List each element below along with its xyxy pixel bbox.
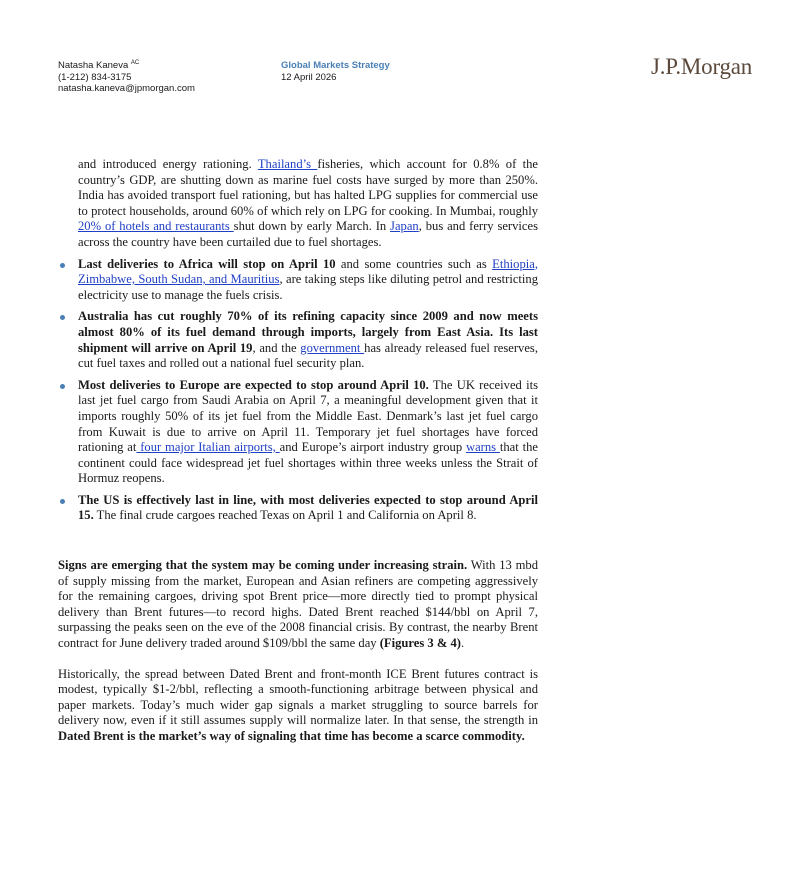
bullet-australia-lead: Australia has cut roughly 70% of its refining capacity since 2009 and now meets almost 80% of its fuel demand through imports, largely from East Asia. Its last shipment will arrive on April 19 bbox=[78, 309, 538, 355]
paragraph-spacer bbox=[58, 652, 538, 667]
bullet-europe bbox=[58, 378, 538, 487]
intro-text-2: fisheries, which account for 0.8% of the country’s GDP, are shutting down as marine fuel costs have surged by more than 250%. India has avoided transport fuel rationing, but has halted LPG supplies for commercial use to protect households, around 60% of which rely on LPG for cooking. In Mumbai, roughly bbox=[78, 157, 539, 218]
strain-text-1: With 13 mbd of supply missing from the market, European and Asian refiners are competing aggressively for the remaining cargoes, driving spot Brent price—more directly tied to prompt physical delivery than Brent futures—to record highs. Dated Brent reached $144/bbl on April 7, surpassing the peaks seen on the eve of the 2008 financial crisis. By contrast, the nearby Brent contract for June delivery traded around $109/bbl the same day bbox=[58, 558, 538, 651]
document-body bbox=[58, 157, 538, 745]
bullet-dot-icon bbox=[60, 384, 65, 389]
section-spacer bbox=[58, 524, 538, 558]
strain-lead: Signs are emerging that the system may be coming under increasing strain. bbox=[58, 558, 468, 573]
bullet-australia-text-2: has already released fuel reserves, cut fuel taxes and rolled out a national fuel security plan. bbox=[78, 340, 538, 371]
author-phone: (1-212) 834-3175 bbox=[58, 71, 132, 83]
bullet-africa-text-1: and some countries such as bbox=[335, 256, 493, 271]
author-email[interactable]: natasha.kaneva@jpmorgan.com bbox=[58, 83, 195, 94]
spread-conclusion: Dated Brent is the market’s way of signaling that time has become a scarce commodity. bbox=[58, 729, 525, 743]
bullet-europe-text-1: The UK received its last jet fuel cargo from Saudi Arabia on April 7, a meaningful development given that it imports roughly 50% of its jet fuel from the Middle East. Denmark’s last jet fuel cargo from Kuwait is due to arrive on April 11. Temporary jet fuel shortages have forced rationing at bbox=[78, 377, 538, 455]
link-government[interactable]: government bbox=[300, 340, 365, 355]
figure-reference: (Figures 3 & 4) bbox=[379, 636, 461, 651]
bullet-list bbox=[58, 257, 538, 525]
bullet-europe-text-3: that the continent could face widespread jet fuel shortages within three weeks unless the Strait of Hormuz reopens. bbox=[78, 440, 538, 486]
intro-text-4: , bus and ferry services across the country have been curtailed due to fuel shortages. bbox=[78, 219, 539, 249]
bullet-us-lead: The US is effectively last in line, with most deliveries expected to stop around April 15. bbox=[78, 492, 538, 523]
jpmorgan-logo: J.P.Morgan bbox=[651, 54, 753, 79]
strain-text-2: . bbox=[461, 636, 465, 651]
strain-paragraph bbox=[58, 558, 538, 652]
intro-paragraph bbox=[58, 157, 538, 251]
spread-paragraph bbox=[58, 667, 538, 745]
report-date: 12 April 2026 bbox=[281, 71, 337, 83]
author-block bbox=[58, 60, 195, 95]
link-africa-countries[interactable]: Ethiopia, Zimbabwe, South Sudan, and Mauritius bbox=[78, 256, 538, 287]
author-sup: AC bbox=[130, 59, 140, 66]
bullet-australia-text-1: , and the bbox=[252, 340, 301, 355]
link-warns[interactable]: warns bbox=[465, 440, 500, 455]
bullet-us bbox=[58, 493, 538, 524]
bullet-dot-icon bbox=[60, 499, 65, 504]
department-name: Global Markets Strategy bbox=[281, 60, 390, 71]
spread-text-1: Historically, the spread between Dated Brent and front-month ICE Brent futures contract is modest, typically $1-2/bbl, reflecting a smooth-functioning arbitrage between physical and paper markets. Today’s much wider gap signals a market struggling to source barrels for delivery now, even if it still assumes supply will normalize later. In that sense, the strength in bbox=[58, 666, 538, 728]
bullet-dot-icon bbox=[60, 263, 65, 268]
link-japan[interactable]: Japan bbox=[390, 219, 419, 234]
bullet-africa bbox=[58, 257, 538, 304]
bullet-dot-icon bbox=[60, 315, 65, 320]
link-hotels-restaurants[interactable]: 20% of hotels and restaurants bbox=[78, 219, 234, 234]
bullet-us-text-1: The final crude cargoes reached Texas on April 1 and California on April 8. bbox=[93, 508, 477, 523]
author-name-line bbox=[58, 60, 195, 72]
bullet-africa-lead: Last deliveries to Africa will stop on April 10 bbox=[78, 256, 336, 271]
link-italian-airports[interactable]: four major Italian airports, bbox=[136, 440, 280, 455]
bullet-europe-text-2: and Europe’s airport industry group bbox=[279, 440, 466, 455]
author-name: Natasha Kaneva bbox=[58, 60, 129, 71]
intro-text-1: and introduced energy rationing. bbox=[78, 157, 258, 171]
bullet-australia bbox=[58, 309, 538, 371]
intro-text-3: shut down by early March. In bbox=[233, 219, 391, 234]
bullet-africa-text-2: , are taking steps like diluting petrol and restricting electricity use to manage the fuels crisis. bbox=[78, 272, 538, 302]
link-thailand[interactable]: Thailand’s bbox=[257, 157, 318, 171]
report-meta bbox=[281, 60, 390, 83]
bullet-europe-lead: Most deliveries to Europe are expected to stop around April 10. bbox=[78, 377, 429, 392]
